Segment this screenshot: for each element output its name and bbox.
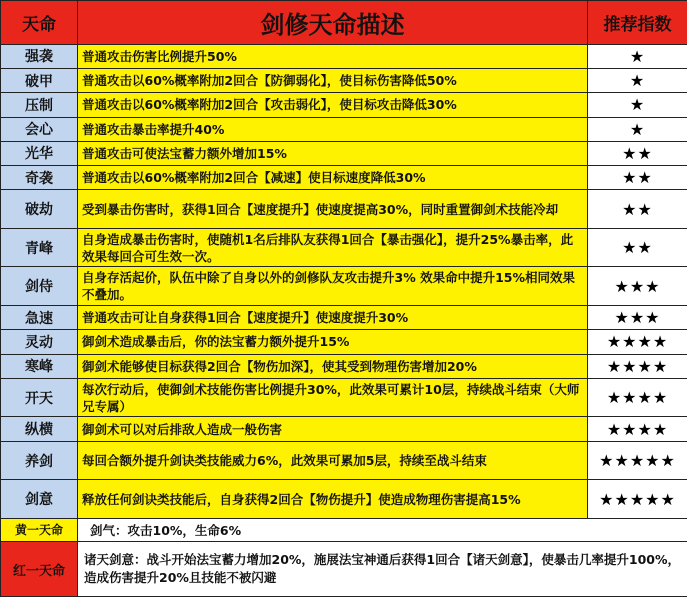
fate-description: 释放任何剑诀类技能后，自身获得2回合【物伤提升】使造成物理伤害提高15% (78, 480, 588, 519)
table-row (1, 441, 687, 480)
fate-description: 普通攻击伤害比例提升50% (78, 44, 588, 68)
star-rating: ★★★★ (588, 378, 687, 417)
fate-description: 每次行动后，使御剑术技能伤害比例提升30%，此效果可累计10层，持续战斗结束（大师兄专属） (78, 378, 588, 417)
red-fate-description: 诸天剑意：战斗开始法宝蓄力增加20%，施展法宝神通后获得1回合【诸天剑意】，使暴击几率提升100%，造成伤害提升20%且技能不被闪避 (78, 542, 687, 597)
fate-description: 自身存活起价，队伍中除了自身以外的剑修队友攻击提升3% 效果命中提升15%相同效果不叠加。 (78, 267, 588, 306)
fate-name: 养剑 (1, 441, 78, 480)
fate-name: 会心 (1, 117, 78, 141)
star-rating: ★ (588, 44, 687, 68)
fate-description: 普通攻击以60%概率附加2回合【防御弱化】，使目标伤害降低50% (78, 68, 588, 92)
star-rating: ★★★★ (588, 330, 687, 354)
fate-description: 御剑术能够使目标获得2回合【物伤加深】，使其受到物理伤害增加20% (78, 354, 588, 378)
table-row (1, 141, 687, 165)
star-rating: ★★★★★ (588, 441, 687, 480)
fate-description: 自身造成暴击伤害时，使随机1名后排队友获得1回合【暴击强化】，提升25%暴击率，此效果每回合可生效一次。 (78, 228, 588, 267)
star-rating: ★ (588, 68, 687, 92)
header-description: 剑修天命描述 (78, 1, 588, 45)
fate-name: 奇袭 (1, 166, 78, 190)
header-rating: 推荐指数 (588, 1, 687, 45)
fate-description: 普通攻击暴击率提升40% (78, 117, 588, 141)
star-rating: ★★★★★ (588, 480, 687, 519)
star-rating: ★★ (588, 141, 687, 165)
fate-name: 寒峰 (1, 354, 78, 378)
fate-name: 急速 (1, 306, 78, 330)
star-rating: ★★★★ (588, 417, 687, 441)
red-fate-row (1, 542, 687, 597)
fate-description: 御剑术造成暴击后，你的法宝蓄力额外提升15% (78, 330, 588, 354)
yellow-fate-name: 黄一天命 (1, 518, 78, 541)
yellow-fate-description: 剑气：攻击10%，生命6% (78, 518, 687, 541)
table-row (1, 378, 687, 417)
red-fate-name: 红一天命 (1, 542, 78, 597)
fate-name: 剑侍 (1, 267, 78, 306)
star-rating: ★★★ (588, 267, 687, 306)
star-rating: ★★ (588, 228, 687, 267)
header-row (1, 1, 687, 45)
table-row (1, 267, 687, 306)
header-fate: 天命 (1, 1, 78, 45)
table-row (1, 166, 687, 190)
table-row (1, 228, 687, 267)
fate-name: 灵动 (1, 330, 78, 354)
star-rating: ★ (588, 93, 687, 117)
table-row (1, 354, 687, 378)
fate-name: 压制 (1, 93, 78, 117)
table-row (1, 190, 687, 229)
table-row (1, 117, 687, 141)
yellow-fate-row (1, 518, 687, 541)
table-row (1, 330, 687, 354)
fate-description: 普通攻击可让自身获得1回合【速度提升】使速度提升30% (78, 306, 588, 330)
star-rating: ★★ (588, 166, 687, 190)
fate-name: 开天 (1, 378, 78, 417)
table-row (1, 68, 687, 92)
fate-description: 御剑术可以对后排敌人造成一般伤害 (78, 417, 588, 441)
table-row (1, 306, 687, 330)
fate-name: 破甲 (1, 68, 78, 92)
table-row (1, 480, 687, 519)
fate-description: 普通攻击以60%概率附加2回合【攻击弱化】，使目标攻击降低30% (78, 93, 588, 117)
fate-description: 受到暴击伤害时，获得1回合【速度提升】使速度提高30%，同时重置御剑术技能冷却 (78, 190, 588, 229)
table-row (1, 417, 687, 441)
fate-name: 纵横 (1, 417, 78, 441)
fate-name: 破劫 (1, 190, 78, 229)
fate-name: 强袭 (1, 44, 78, 68)
fate-description: 普通攻击以60%概率附加2回合【减速】使目标速度降低30% (78, 166, 588, 190)
star-rating: ★★★ (588, 306, 687, 330)
fate-description: 每回合额外提升剑诀类技能威力6%，此效果可累加5层，持续至战斗结束 (78, 441, 588, 480)
table-row (1, 93, 687, 117)
star-rating: ★★★★ (588, 354, 687, 378)
fate-name: 青峰 (1, 228, 78, 267)
star-rating: ★★ (588, 190, 687, 229)
star-rating: ★ (588, 117, 687, 141)
fate-name: 光华 (1, 141, 78, 165)
fate-name: 剑意 (1, 480, 78, 519)
fate-description: 普通攻击可使法宝蓄力额外增加15% (78, 141, 588, 165)
table-row (1, 44, 687, 68)
